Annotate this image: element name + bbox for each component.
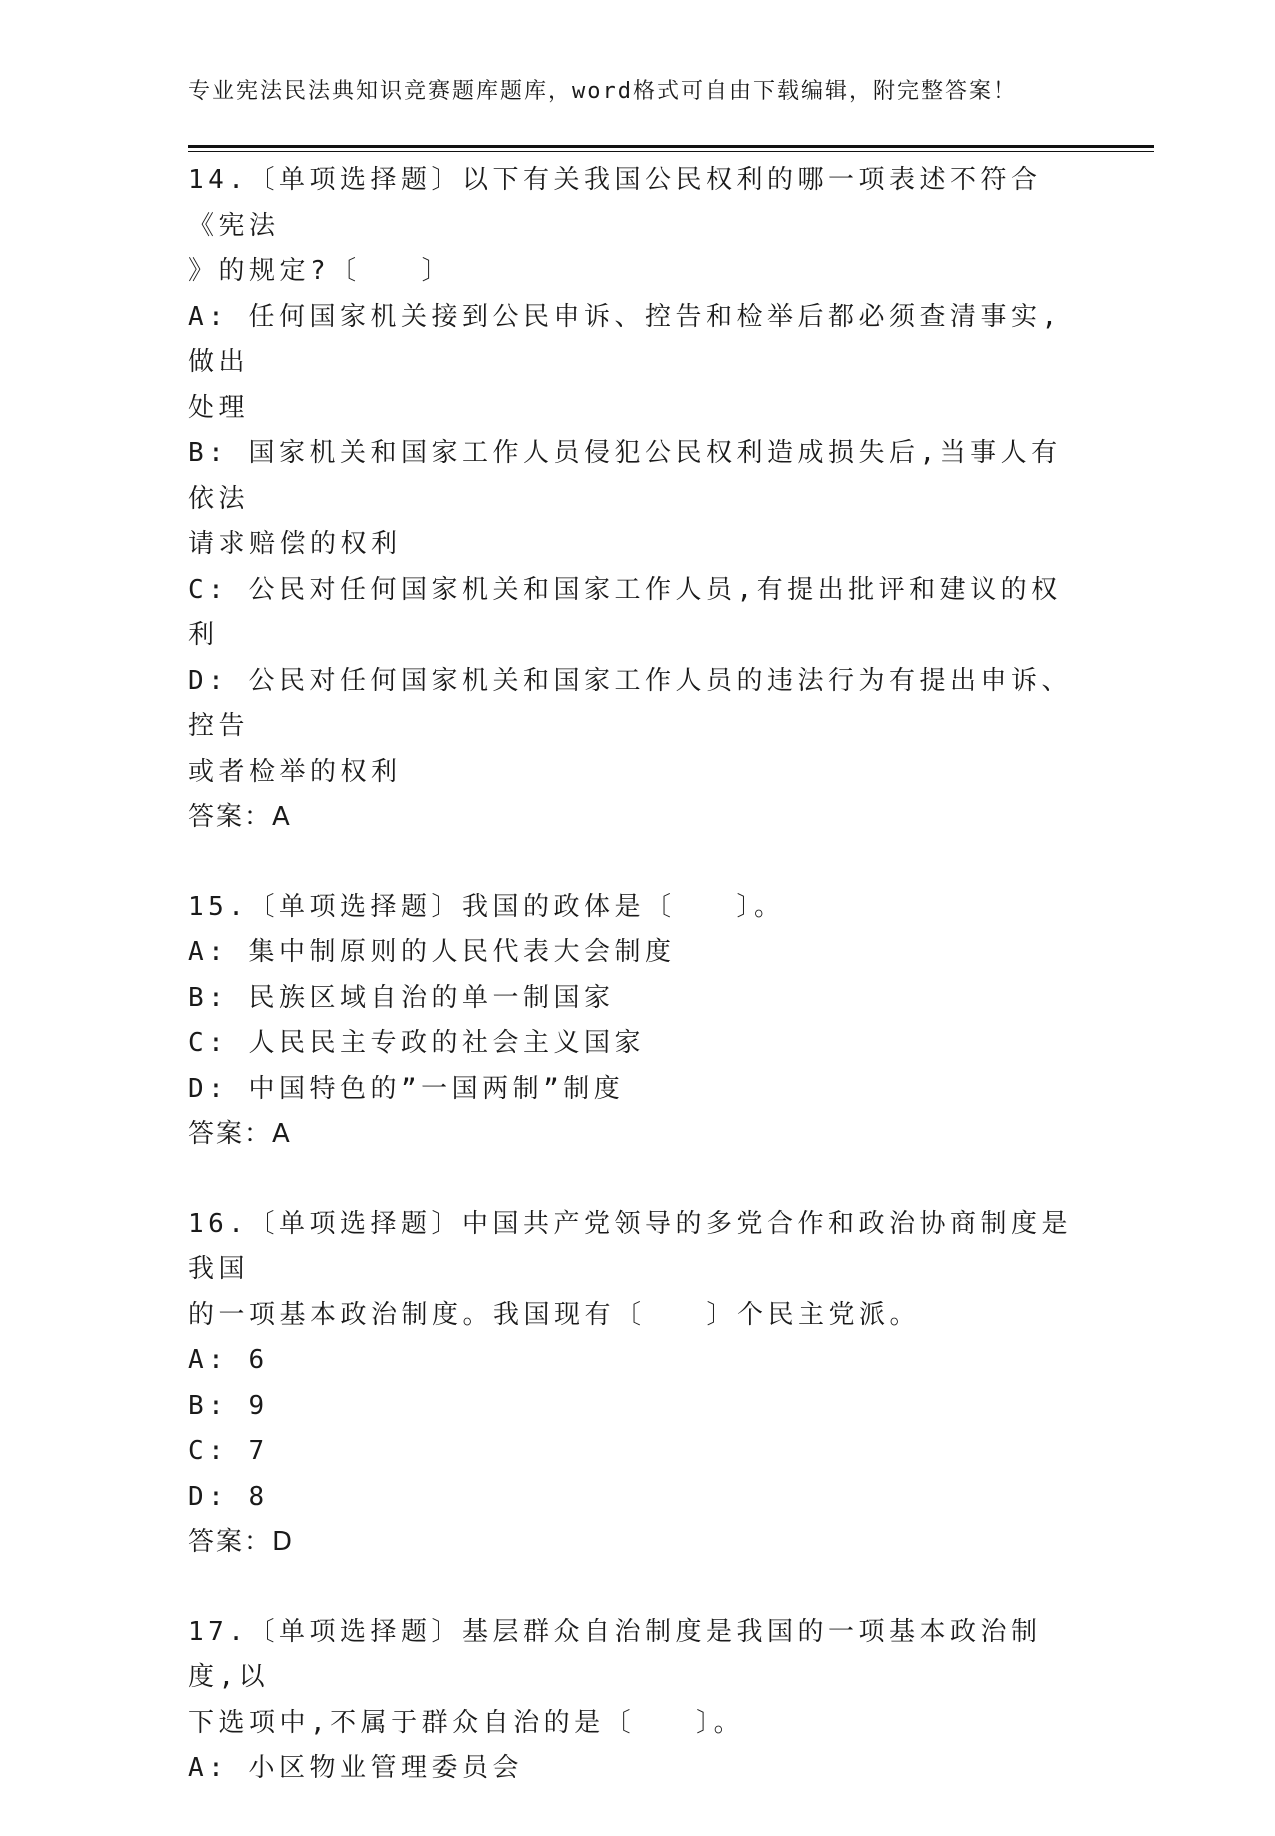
question-stem: 》的规定?〔 〕 <box>188 256 453 286</box>
question-stem: 15.〔单项选择题〕我国的政体是〔 〕。 <box>188 891 785 922</box>
option-a: A: 6 <box>188 1345 269 1375</box>
option-d: 或者检举的权利 <box>188 756 402 787</box>
option-b: B: 民族区域自治的单一制国家 <box>188 982 615 1013</box>
page-header: 专业宪法民法典知识竞赛题库题库，word格式可自由下载编辑，附完整答案！ <box>188 79 1017 104</box>
question-17 <box>188 1610 1088 1792</box>
option-c: C: 公民对任何国家机关和国家工作人员,有提出批评和建议的权利 <box>188 574 1062 650</box>
answer-label: 答案：A <box>188 802 292 832</box>
option-c: C: 7 <box>188 1436 269 1466</box>
option-a: A: 小区物业管理委员会 <box>188 1753 523 1783</box>
question-stem: 下选项中,不属于群众自治的是〔 〕。 <box>188 1707 745 1738</box>
option-d: D: 公民对任何国家机关和国家工作人员的违法行为有提出申诉、控告 <box>188 665 1072 741</box>
option-b: B: 9 <box>188 1390 269 1421</box>
option-a: 处理 <box>188 392 250 423</box>
option-a: A: 集中制原则的人民代表大会制度 <box>188 937 676 967</box>
answer-label: 答案：A <box>188 1119 292 1149</box>
header-divider <box>188 145 1154 152</box>
answer-label: 答案：D <box>188 1527 295 1557</box>
option-d: D: 8 <box>188 1481 269 1512</box>
option-d: D: 中国特色的”一国两制”制度 <box>188 1073 625 1104</box>
question-14 <box>188 158 1088 841</box>
question-stem: 16.〔单项选择题〕中国共产党领导的多党合作和政治协商制度是我国 <box>188 1208 1072 1284</box>
question-stem: 的一项基本政治制度。我国现有〔 〕个民主党派。 <box>188 1299 921 1330</box>
question-stem: 14.〔单项选择题〕以下有关我国公民权利的哪一项表述不符合《宪法 <box>188 165 1042 241</box>
question-16 <box>188 1202 1088 1566</box>
question-list <box>188 158 1088 1836</box>
option-c: C: 人民民主专政的社会主义国家 <box>188 1028 645 1058</box>
question-15 <box>188 885 1088 1158</box>
option-b: B: 国家机关和国家工作人员侵犯公民权利造成损失后,当事人有依法 <box>188 438 1062 514</box>
option-b: 请求赔偿的权利 <box>188 529 402 559</box>
option-a: A: 任何国家机关接到公民申诉、控告和检举后都必须查清事实,做出 <box>188 301 1062 377</box>
question-stem: 17.〔单项选择题〕基层群众自治制度是我国的一项基本政治制度,以 <box>188 1616 1042 1692</box>
